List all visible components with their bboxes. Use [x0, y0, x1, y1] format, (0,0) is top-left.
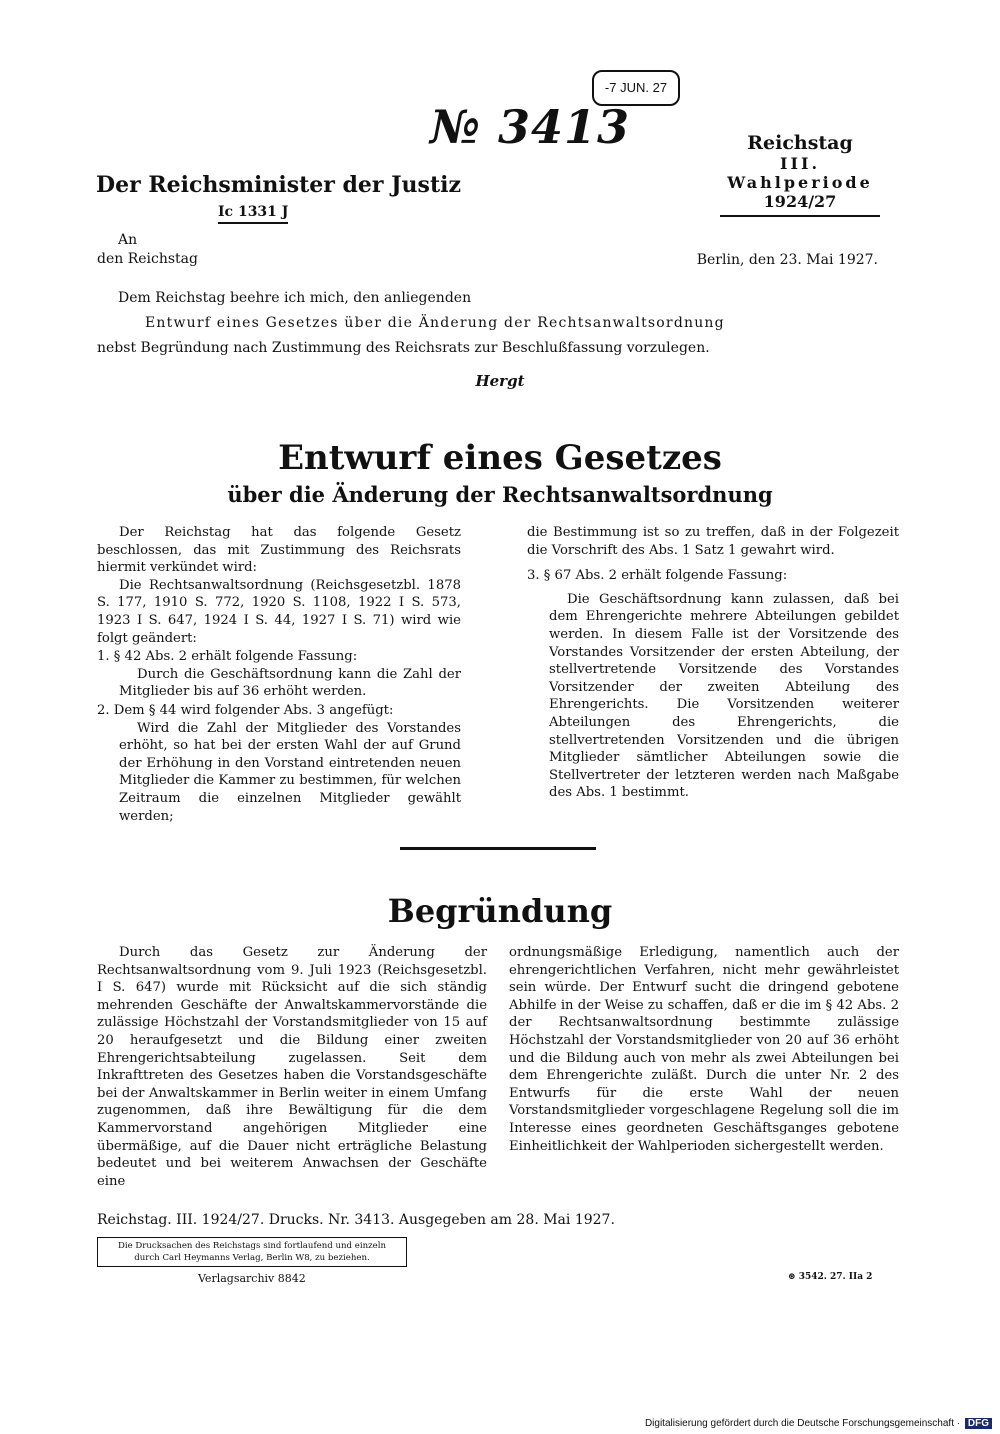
addressee-line1: An	[118, 232, 138, 248]
wahlperiode: III. Wahlperiode	[727, 154, 873, 192]
addressee-line2: den Reichstag	[97, 251, 198, 267]
footer-box-line1: Die Drucksachen des Reichstags sind fortlaufend und einzeln	[117, 1241, 387, 1251]
draft-item1: 1. § 42 Abs. 2 erhält folgende Fassung:	[97, 649, 358, 665]
draft-subtitle: über die Änderung der Rechtsanwaltsordnung	[227, 482, 773, 507]
dfg-credit-text: Digitalisierung gefördert durch die Deutsche Forschungsgemeinschaft ·	[644, 1418, 961, 1429]
received-stamp: -7 JUN. 27	[592, 70, 680, 106]
draft-item3: 3. § 67 Abs. 2 erhält folgende Fassung:	[527, 568, 788, 584]
letter-line3: nebst Begründung nach Zustimmung des Reichsrats zur Beschlußfassung vorzulegen.	[97, 340, 710, 356]
verlagsarchiv: Verlagsarchiv 8842	[198, 1272, 306, 1285]
draft-item1-text: Durch die Geschäftsordnung kann die Zahl der Mitglieder bis auf 36 erhöht werden.	[119, 666, 461, 700]
section-divider	[400, 847, 596, 850]
begruendung-text-left: Durch das Gesetz zur Änderung der Rechtsanwaltsordnung vom 9. Juli 1923 (Reichsgesetzbl. I S. 647) wurde mit Rücksicht auf die sich ständig mehrenden Geschäfte der Anwaltskammervorstände die zulässige Höchstzahl der Vorstandsmitglieder von 15 auf 20 heraufgesetzt und die Bildung einer zweiten Ehrengerichtsabteilung zugelassen. Seit dem Inkrafttreten des Gesetzes haben die Vorstandsgeschäfte bei der Anwaltskammer in Berlin weiter in einem Umfang zugenommen, daß ihre Bewältigung für die dem Kammervorstand angehörigen Mitglieder eine übermäßige, auf die Dauer nicht erträgliche Belastung bedeutet und bei weiterem Anwachsen der Geschäfte eine	[97, 945, 487, 1189]
draft-item2-text: Wird die Zahl der Mitglieder des Vorstandes erhöht, so hat bei der ersten Wahl der auf Grund der Erhöhung in den Vorstand eintretenden neuen Mitglieder die Kammer zu bestimmen, für welchen Zeitraum die einzelnen Mitglieder gewählt werden;	[119, 720, 461, 824]
letter-line1: Dem Reichstag beehre ich mich, den anliegenden	[118, 290, 472, 306]
footer-publication-line: Reichstag. III. 1924/27. Drucks. Nr. 3413. Ausgegeben am 28. Mai 1927.	[97, 1212, 615, 1228]
print-mark-text: 3542. 27. IIa 2	[798, 1272, 873, 1282]
footer-distribution-box	[97, 1237, 407, 1267]
document-number: № 3413	[430, 100, 631, 154]
divider	[720, 215, 880, 217]
draft-column-right	[527, 524, 899, 802]
begruendung-text-right: ordnungsmäßige Erledigung, namentlich auch der ehrengerichtlichen Verfahren, nicht mehr gewährleistet sein würde. Der Entwurf sucht die dringend gebotene Abhilfe in der Weise zu schaffen, daß er die im § 42 Abs. 2 der Rechtsanwaltsordnung bestimmte zulässige Höchstzahl der Vorstandsmitglieder von 20 auf 36 erhöht und die Bildung auch von mehr als zwei Abteilungen bei dem Ehrengerichte zuläßt. Durch die unter Nr. 2 des Entwurfs für die erste Wahl der neuen Vorstandsmitglieder vorgeschlagene Regelung soll die im Interesse eines geordneten Geschäftsganges gebotene Einheitlichkeit der Wahlperioden sichergestellt werden.	[509, 945, 899, 1154]
draft-item2-continued: die Bestimmung ist so zu treffen, daß in der Folgezeit die Vorschrift des Abs. 1 Satz 1 gewahrt wird.	[527, 525, 899, 558]
letter-date: Berlin, den 23. Mai 1927.	[696, 252, 878, 268]
reichstag-title: Reichstag	[747, 132, 853, 154]
signature: Hergt	[475, 372, 525, 390]
draft-column-left	[97, 524, 461, 825]
printer-seal-icon: ⊛	[788, 1272, 796, 1282]
draft-intro: Der Reichstag hat das folgende Gesetz beschlossen, das mit Zustimmung des Reichsrats hiermit verkündet wird:	[97, 525, 461, 576]
begruendung-column-left	[97, 944, 487, 1190]
draft-item3-text: Die Geschäftsordnung kann zulassen, daß bei dem Ehrengerichte mehrere Abteilungen gebildet werden. In diesem Falle ist der Vorsitzende des Vorstandes Vorsitzender der ersten Abteilung, der stellvertretende Vorsitzende des Vorstandes Vorsitzender der zweiten Abteilung des Ehrengerichts. Die Vorsitzenden weiterer Abteilungen des Ehrengerichts, die stellvertretenden Vorsitzenden und die übrigen Mitglieder sämtlicher Abteilungen sowie die Stellvertreter der letzteren werden nach Maßgabe des Abs. 1 bestimmt.	[549, 591, 899, 801]
footer-box-line2: durch Carl Heymanns Verlag, Berlin W8, zu beziehen.	[134, 1253, 370, 1263]
print-mark	[788, 1272, 872, 1282]
dfg-logo: DFG	[965, 1418, 992, 1429]
draft-title: Entwurf eines Gesetzes	[278, 438, 722, 478]
reference-number: Ic 1331 J	[218, 204, 288, 224]
begruendung-title: Begründung	[387, 892, 613, 930]
begruendung-column-right	[509, 944, 899, 1155]
draft-item2: 2. Dem § 44 wird folgender Abs. 3 angefügt:	[97, 702, 394, 718]
reichstag-block	[710, 132, 890, 217]
sender-heading: Der Reichsminister der Justiz	[96, 172, 461, 198]
years: 1924/27	[763, 192, 837, 211]
draft-amend: Die Rechtsanwaltsordnung (Reichsgesetzbl. 1878 S. 177, 1910 S. 772, 1920 S. 1108, 1922 I S. 573, 1923 I S. 647, 1924 I S. 44, 1927 I S. 71) wird wie folgt geändert:	[97, 577, 461, 646]
letter-line2: Entwurf eines Gesetzes über die Änderung der Rechtsanwaltsordnung	[145, 315, 725, 331]
dfg-credit	[645, 1418, 992, 1429]
